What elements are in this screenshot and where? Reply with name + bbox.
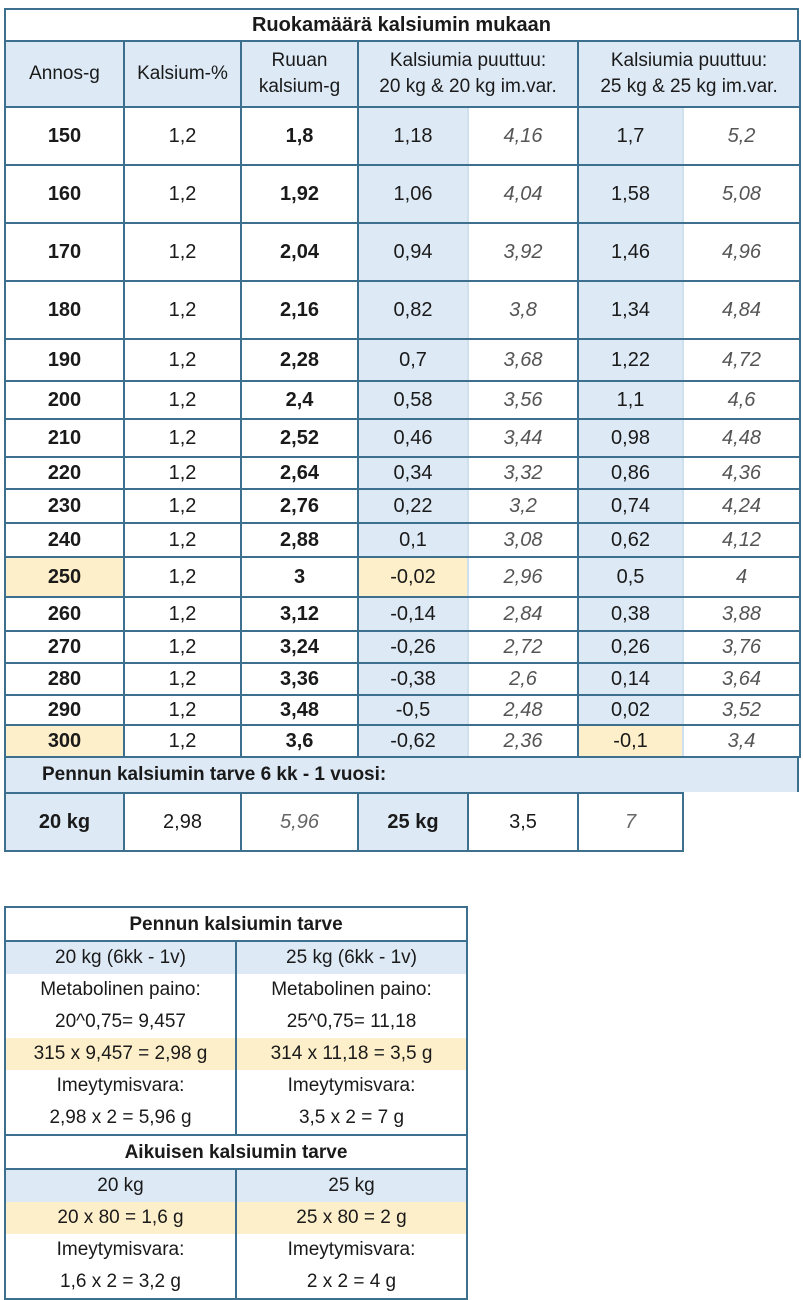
- header-ruuan-line1: Ruuan: [271, 50, 328, 71]
- cell-annos: 190: [5, 339, 124, 381]
- cell-m25: 0,62: [578, 523, 683, 557]
- cell-m25: 1,58: [578, 165, 683, 223]
- puppy-25-calc: 314 x 11,18 = 3,5 g: [237, 1038, 466, 1070]
- cell-ca-pct: 1,2: [124, 597, 241, 631]
- cell-m20: -0,62: [358, 725, 468, 757]
- calcium-table: [4, 8, 799, 852]
- cell-m25: 0,74: [578, 489, 683, 523]
- cell-m20im: 3,08: [468, 523, 578, 557]
- cell-ca-pct: 1,2: [124, 489, 241, 523]
- header-annos: Annos-g: [5, 41, 124, 107]
- cell-ca-g: 3,48: [241, 695, 358, 725]
- cell-m25im: 4,84: [683, 281, 800, 339]
- cell-m25im: 3,88: [683, 597, 800, 631]
- adult-title: Aikuisen kalsiumin tarve: [6, 1134, 466, 1170]
- cell-m25im: 4: [683, 557, 800, 597]
- cell-annos: 290: [5, 695, 124, 725]
- cell-m25im: 3,76: [683, 631, 800, 663]
- cell-m25im: 4,36: [683, 457, 800, 489]
- cell-ca-pct: 1,2: [124, 223, 241, 281]
- cell-ca-g: 2,76: [241, 489, 358, 523]
- cell-ca-pct: 1,2: [124, 107, 241, 165]
- puppy-20-metab-calc: 20^0,75= 9,457: [6, 1006, 237, 1038]
- cell-m25: 1,1: [578, 381, 683, 419]
- adult-25-im-calc: 2 x 2 = 4 g: [306, 1271, 397, 1292]
- cell-m25: 1,22: [578, 339, 683, 381]
- summary-row: [4, 792, 684, 852]
- summary-value-20-im: 5,96: [241, 793, 358, 851]
- cell-annos: 150: [5, 107, 124, 165]
- cell-m20: 0,1: [358, 523, 468, 557]
- cell-annos: 210: [5, 419, 124, 457]
- cell-m25im: 4,48: [683, 419, 800, 457]
- table-row: [5, 339, 800, 381]
- adult-calc-row: [6, 1202, 466, 1234]
- cell-m20im: 3,2: [468, 489, 578, 523]
- cell-m25im: 5,08: [683, 165, 800, 223]
- cell-m25: 0,86: [578, 457, 683, 489]
- cell-ca-pct: 1,2: [124, 457, 241, 489]
- cell-m25: 0,98: [578, 419, 683, 457]
- puppy-im-label-row: [6, 1070, 466, 1102]
- cell-annos: 230: [5, 489, 124, 523]
- cell-ca-pct: 1,2: [124, 695, 241, 725]
- cell-m25im: 4,6: [683, 381, 800, 419]
- table-row: [5, 489, 800, 523]
- footer-title: Pennun kalsiumin tarve 6 kk - 1 vuosi:: [4, 758, 799, 792]
- header-20-line1: Kalsiumia puuttuu:: [389, 50, 547, 71]
- cell-m20im: 3,8: [468, 281, 578, 339]
- cell-m20: 0,34: [358, 457, 468, 489]
- summary-weight-25: 25 kg: [358, 793, 468, 851]
- table-title: Ruokamäärä kalsiumin mukaan: [4, 8, 799, 40]
- requirement-table: [4, 906, 468, 1300]
- calcium-grid: [4, 40, 801, 758]
- cell-m20im: 4,16: [468, 107, 578, 165]
- cell-m20: -0,14: [358, 597, 468, 631]
- cell-m20im: 2,6: [468, 663, 578, 695]
- header-puuttuu-20: [358, 41, 578, 107]
- cell-ca-pct: 1,2: [124, 725, 241, 757]
- cell-ca-g: 3,6: [241, 725, 358, 757]
- adult-25-im-label: Imeytymisvara:: [287, 1239, 416, 1260]
- puppy-head-row: [6, 942, 466, 974]
- cell-m20: 0,46: [358, 419, 468, 457]
- cell-m20: 1,18: [358, 107, 468, 165]
- cell-annos: 300: [5, 725, 124, 757]
- metab-calc-row: [6, 1006, 466, 1038]
- cell-ca-pct: 1,2: [124, 523, 241, 557]
- table-row: [5, 457, 800, 489]
- summary-weight-20: 20 kg: [5, 793, 124, 851]
- cell-m20: 1,06: [358, 165, 468, 223]
- header-20-line2: 20 kg & 20 kg im.var.: [379, 76, 557, 97]
- cell-annos: 280: [5, 663, 124, 695]
- cell-annos: 160: [5, 165, 124, 223]
- table-row: [5, 695, 800, 725]
- puppy-25-metab-label: Metabolinen paino:: [271, 979, 432, 1000]
- cell-m25: 1,46: [578, 223, 683, 281]
- cell-annos: 270: [5, 631, 124, 663]
- cell-m25im: 3,52: [683, 695, 800, 725]
- cell-m20im: 3,56: [468, 381, 578, 419]
- cell-annos: 180: [5, 281, 124, 339]
- puppy-25-im-label: Imeytymisvara:: [287, 1075, 416, 1096]
- cell-m20: 0,58: [358, 381, 468, 419]
- puppy-title: Pennun kalsiumin tarve: [6, 908, 466, 942]
- cell-m20: -0,5: [358, 695, 468, 725]
- cell-ca-g: 3,36: [241, 663, 358, 695]
- summary-value-25-im: 7: [578, 793, 683, 851]
- cell-annos: 220: [5, 457, 124, 489]
- cell-ca-g: 2,16: [241, 281, 358, 339]
- cell-m20im: 2,72: [468, 631, 578, 663]
- cell-m25im: 4,72: [683, 339, 800, 381]
- cell-m25: 0,02: [578, 695, 683, 725]
- cell-m25im: 3,4: [683, 725, 800, 757]
- cell-ca-g: 2,64: [241, 457, 358, 489]
- adult-20-head: 20 kg: [6, 1170, 237, 1202]
- cell-ca-g: 2,4: [241, 381, 358, 419]
- metab-label-row: [6, 974, 466, 1006]
- adult-head-row: [6, 1170, 466, 1202]
- cell-ca-g: 2,52: [241, 419, 358, 457]
- cell-m25: 0,38: [578, 597, 683, 631]
- table-row: [5, 223, 800, 281]
- header-25-line1: Kalsiumia puuttuu:: [610, 50, 768, 71]
- cell-ca-g: 3: [241, 557, 358, 597]
- cell-m20im: 3,44: [468, 419, 578, 457]
- header-puuttuu-25: [578, 41, 800, 107]
- table-row: [5, 523, 800, 557]
- puppy-im-calc-row: [6, 1102, 466, 1134]
- puppy-25-im-calc: 3,5 x 2 = 7 g: [298, 1107, 405, 1128]
- cell-m25im: 3,64: [683, 663, 800, 695]
- cell-annos: 170: [5, 223, 124, 281]
- table-row: [5, 597, 800, 631]
- cell-m20im: 3,68: [468, 339, 578, 381]
- puppy-20-metab-label: Metabolinen paino:: [6, 974, 237, 1006]
- cell-m25: 1,34: [578, 281, 683, 339]
- adult-20-im-label: Imeytymisvara:: [6, 1234, 237, 1266]
- table-row: [5, 557, 800, 597]
- cell-ca-pct: 1,2: [124, 281, 241, 339]
- cell-annos: 200: [5, 381, 124, 419]
- cell-ca-g: 2,88: [241, 523, 358, 557]
- cell-ca-g: 1,8: [241, 107, 358, 165]
- cell-m20im: 2,96: [468, 557, 578, 597]
- cell-m25im: 5,2: [683, 107, 800, 165]
- summary-value-20: 2,98: [124, 793, 241, 851]
- cell-annos: 250: [5, 557, 124, 597]
- cell-m20: 0,22: [358, 489, 468, 523]
- adult-im-calc-row: [6, 1266, 466, 1298]
- header-25-line2: 25 kg & 25 kg im.var.: [600, 76, 778, 97]
- cell-ca-pct: 1,2: [124, 165, 241, 223]
- cell-ca-pct: 1,2: [124, 339, 241, 381]
- puppy-20-head: 20 kg (6kk - 1v): [6, 942, 237, 974]
- puppy-20-im-calc: 2,98 x 2 = 5,96 g: [6, 1102, 237, 1134]
- cell-annos: 260: [5, 597, 124, 631]
- puppy-25-metab-calc: 25^0,75= 11,18: [286, 1011, 417, 1032]
- puppy-20-im-label: Imeytymisvara:: [6, 1070, 237, 1102]
- table-row: [5, 281, 800, 339]
- cell-ca-g: 2,04: [241, 223, 358, 281]
- cell-m25: -0,1: [578, 725, 683, 757]
- cell-m20: -0,38: [358, 663, 468, 695]
- puppy-20-calc: 315 x 9,457 = 2,98 g: [6, 1038, 237, 1070]
- cell-m25: 0,26: [578, 631, 683, 663]
- adult-25-head: 25 kg: [237, 1170, 466, 1202]
- cell-m20im: 3,32: [468, 457, 578, 489]
- table-row: [5, 663, 800, 695]
- adult-25-calc: 25 x 80 = 2 g: [237, 1202, 466, 1234]
- cell-m20im: 3,92: [468, 223, 578, 281]
- summary-value-25: 3,5: [468, 793, 578, 851]
- cell-m20: 0,94: [358, 223, 468, 281]
- header-ruuan-kalsium: [241, 41, 358, 107]
- cell-m20im: 4,04: [468, 165, 578, 223]
- cell-annos: 240: [5, 523, 124, 557]
- cell-m20: 0,7: [358, 339, 468, 381]
- adult-20-im-calc: 1,6 x 2 = 3,2 g: [6, 1266, 237, 1298]
- cell-m25: 1,7: [578, 107, 683, 165]
- cell-m20: -0,02: [358, 557, 468, 597]
- table-row: [5, 631, 800, 663]
- table-row: [5, 165, 800, 223]
- cell-ca-g: 1,92: [241, 165, 358, 223]
- cell-ca-pct: 1,2: [124, 663, 241, 695]
- cell-m20im: 2,48: [468, 695, 578, 725]
- cell-m25: 0,5: [578, 557, 683, 597]
- cell-ca-pct: 1,2: [124, 631, 241, 663]
- cell-ca-g: 2,28: [241, 339, 358, 381]
- cell-m25im: 4,12: [683, 523, 800, 557]
- cell-m25im: 4,96: [683, 223, 800, 281]
- header-row: [5, 41, 800, 107]
- cell-ca-g: 3,24: [241, 631, 358, 663]
- cell-m20im: 2,84: [468, 597, 578, 631]
- puppy-calc-row: [6, 1038, 466, 1070]
- cell-ca-pct: 1,2: [124, 381, 241, 419]
- adult-im-label-row: [6, 1234, 466, 1266]
- table-row: [5, 381, 800, 419]
- cell-m25im: 4,24: [683, 489, 800, 523]
- cell-ca-pct: 1,2: [124, 419, 241, 457]
- cell-m20: 0,82: [358, 281, 468, 339]
- cell-ca-g: 3,12: [241, 597, 358, 631]
- header-kalsium-pct: Kalsium-%: [124, 41, 241, 107]
- table-row: [5, 725, 800, 757]
- puppy-25-head: 25 kg (6kk - 1v): [237, 942, 466, 974]
- table-body: [5, 107, 800, 757]
- cell-m20: -0,26: [358, 631, 468, 663]
- table-row: [5, 419, 800, 457]
- cell-m25: 0,14: [578, 663, 683, 695]
- cell-ca-pct: 1,2: [124, 557, 241, 597]
- header-ruuan-line2: kalsium-g: [258, 76, 341, 97]
- table-row: [5, 107, 800, 165]
- adult-20-calc: 20 x 80 = 1,6 g: [6, 1202, 237, 1234]
- cell-m20im: 2,36: [468, 725, 578, 757]
